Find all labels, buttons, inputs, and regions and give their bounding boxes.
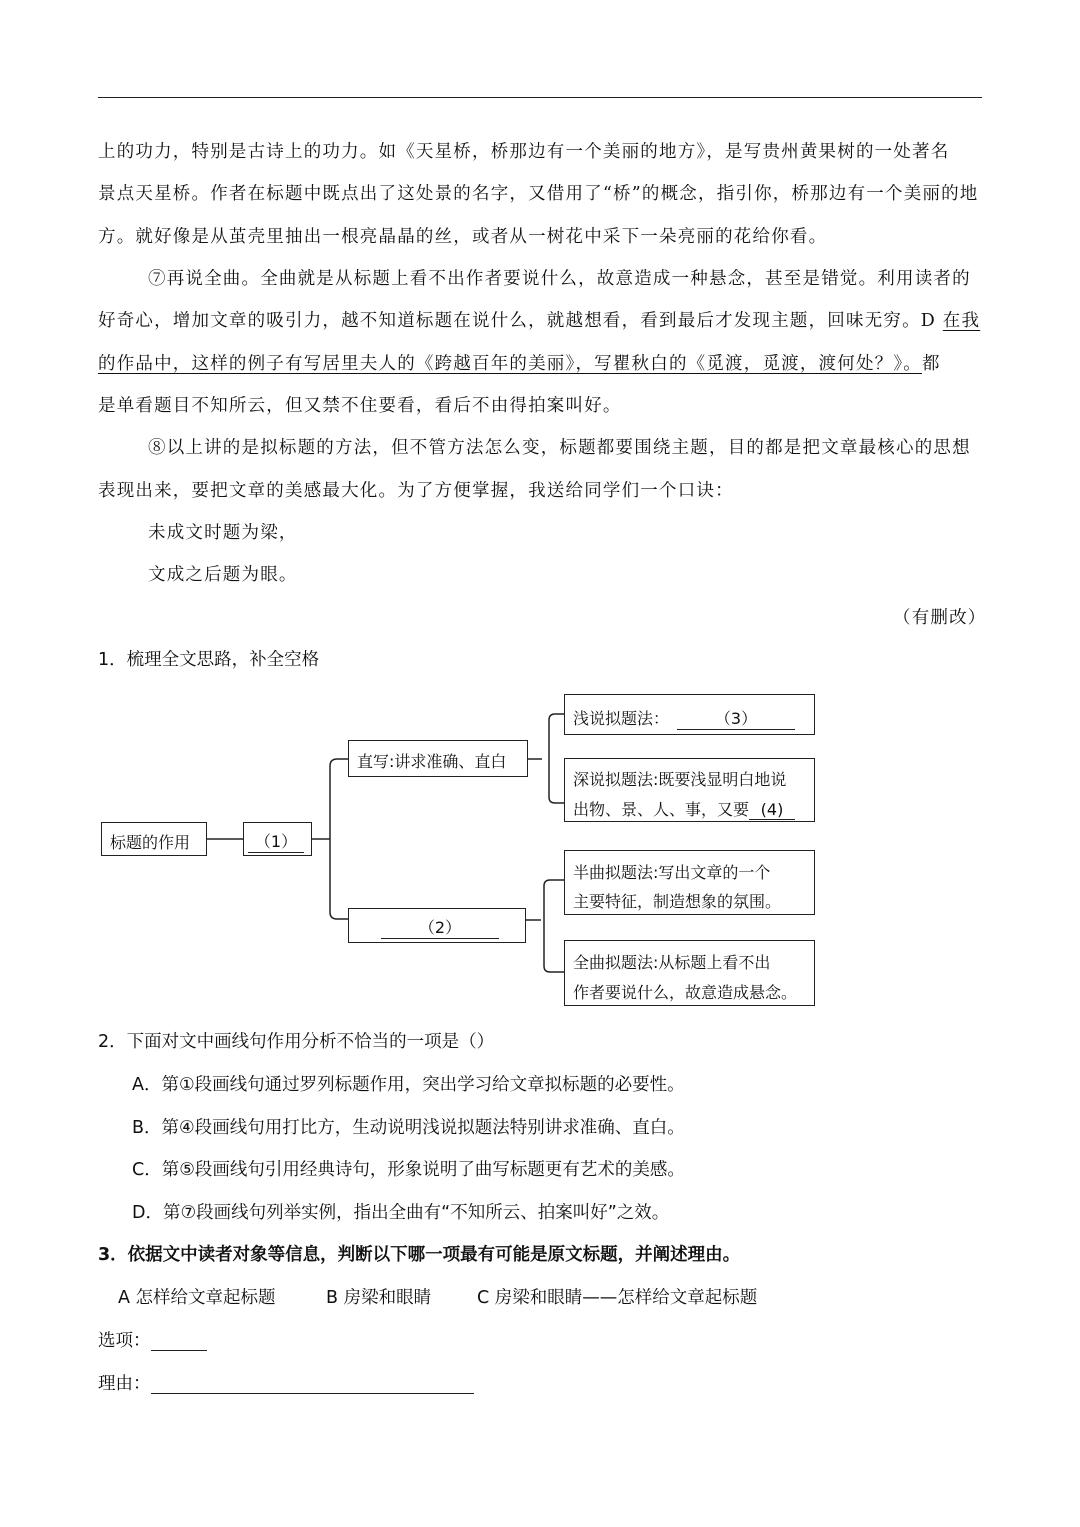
- question-2-prompt: 2．下面对文中画线句作用分析不恰当的一项是（）: [98, 1032, 495, 1052]
- blank-4[interactable]: (4): [749, 800, 795, 820]
- question-1-prompt: 1．梳理全文思路，补全空格: [98, 650, 320, 670]
- underlined-sentence: 的作品中，这样的例子有写居里夫人的《跨越百年的美丽》，写瞿秋白的《觅渡，觅渡，渡何处？》。: [98, 354, 922, 374]
- reason-line: [98, 1376, 474, 1394]
- paragraph-7-line: 是单看题目不知所云，但又禁不住要看，看后不由得拍案叫好。: [98, 396, 622, 416]
- paragraph-8-line: ⑧以上讲的是拟标题的方法，但不管方法怎么变，标题都要围绕主题，目的都是把文章最核心的思想: [148, 438, 971, 458]
- paragraph-7-line: ⑦再说全曲。全曲就是从标题上看不出作者要说什么，故意造成一种悬念，甚至是错觉。利用读者的: [148, 269, 971, 289]
- passage-line: 景点天星桥。作者在标题中既点出了这处景的名字，又借用了“桥”的概念，指引你，桥那边有一个美丽的地: [98, 184, 979, 204]
- passage-line: 方。就好像是从茧壳里抽出一根亮晶晶的丝，或者从一树花中采下一朵亮丽的花给你看。: [98, 227, 828, 247]
- blank-1-box: [243, 822, 312, 856]
- choice-line: [98, 1333, 207, 1351]
- verse-line: 未成文时题为梁，: [148, 523, 298, 543]
- mindmap-root-label: 标题的作用: [110, 833, 191, 852]
- deep-method-line: 深说拟题法:既要浅显明白地说: [573, 770, 787, 789]
- paragraph-7-text: 好奇心，增加文章的吸引力，越不知道标题在说什么，就越想看，看到最后才发现主题，回味无穷。D: [98, 311, 943, 331]
- question-2-option-b[interactable]: B．第④段画线句用打比方，生动说明浅说拟题法特别讲求准确、直白。: [132, 1118, 685, 1138]
- choice-blank[interactable]: [151, 1334, 207, 1351]
- deep-method-line: 出物、景、人、事，又要: [573, 800, 750, 819]
- full-curve-method-box: [564, 940, 815, 1006]
- blank-2[interactable]: （2）: [381, 915, 499, 939]
- question-2-option-a[interactable]: A．第①段画线句通过罗列标题作用，突出学习给文章拟标题的必要性。: [132, 1075, 685, 1095]
- question-3-option-a[interactable]: A 怎样给文章起标题: [118, 1288, 276, 1308]
- full-curve-line: 作者要说什么，故意造成悬念。: [573, 983, 798, 1002]
- question-3-option-b[interactable]: B 房梁和眼睛: [326, 1288, 432, 1308]
- shallow-method-box: [564, 694, 815, 735]
- question-2-option-d[interactable]: D．第⑦段画线句列举实例，指出全曲有“不知所云、拍案叫好”之效。: [132, 1203, 670, 1223]
- paragraph-7-text: 都: [922, 354, 941, 374]
- source-note: （有删改）: [893, 608, 987, 628]
- deep-method-box: [564, 758, 815, 822]
- reason-blank[interactable]: [151, 1377, 474, 1394]
- question-3-prompt: 3．依据文中读者对象等信息，判断以下哪一项最有可能是原文标题，并阐述理由。: [98, 1245, 741, 1265]
- blank-1[interactable]: （1）: [248, 829, 304, 853]
- passage-line: 上的功力，特别是古诗上的功力。如《天星桥，桥那边有一个美丽的地方》，是写贵州黄果树的一处著名: [98, 142, 950, 162]
- blank-2-box: [348, 908, 526, 943]
- question-3-option-c[interactable]: C 房梁和眼睛——怎样给文章起标题: [477, 1288, 758, 1308]
- half-curve-method-box: [564, 850, 815, 915]
- underlined-sentence: 在我: [942, 311, 981, 331]
- verse-line: 文成之后题为眼。: [148, 565, 298, 585]
- full-curve-line: 全曲拟题法:从标题上看不出: [573, 953, 771, 972]
- blank-3[interactable]: （3）: [677, 706, 795, 730]
- question-2-option-c[interactable]: C．第⑤段画线句引用经典诗句，形象说明了曲写标题更有艺术的美感。: [132, 1160, 685, 1180]
- direct-writing-box: [348, 740, 528, 777]
- reason-label: 理由：: [98, 1374, 151, 1394]
- half-curve-line: 半曲拟题法:写出文章的一个: [573, 863, 771, 882]
- shallow-method-label: 浅说拟题法：: [573, 709, 670, 728]
- choice-label: 选项：: [98, 1331, 151, 1351]
- paragraph-8-line: 表现出来，要把文章的美感最大化。为了方便掌握，我送给同学们一个口诀：: [98, 481, 734, 501]
- mindmap-root-box: [101, 822, 207, 856]
- half-curve-line: 主要特征，制造想象的氛围。: [573, 892, 782, 911]
- direct-writing-label: 直写:讲求准确、直白: [357, 752, 507, 771]
